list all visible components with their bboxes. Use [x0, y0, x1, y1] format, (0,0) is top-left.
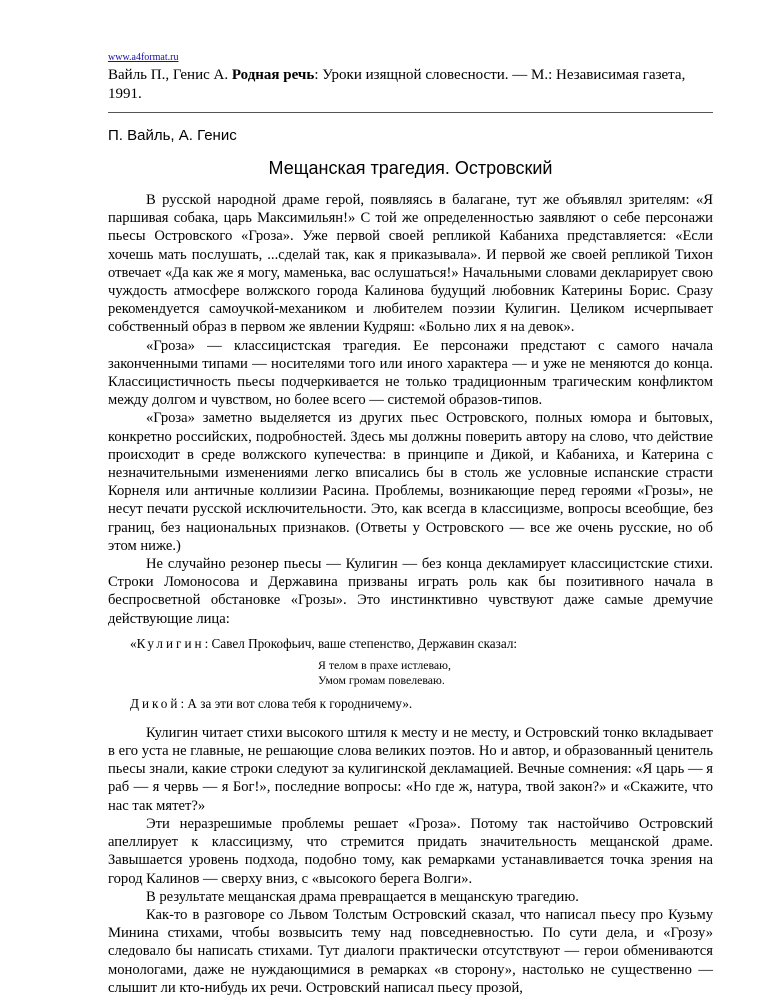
citation	[108, 66, 713, 104]
paragraph: В русской народной драме герой, появляясь в балагане, тут же объявлял зрителям: «Я паршивая собака, царь Максимильян!» С той же определенностью заявляют о себе персонажи пьесы Островского «Гроза». Уже первой своей репликой Кабаниха представляется: «Если хочешь мать послушать, ...сделай так, как я приказывала». И первой же своей репликой Тихон отвечает «Да как же я могу, маменька, вас ослушаться!» Начальными словами декларирует свою чуждость атмосфере волжского города Калинова будущий любовник Катерины Борис. Сразу рекомендуется самоучкой-механиком и любителем поэзии Кулигин. Целиком исчерпывает собственный образ в первом же явлении Кудряш: «Больно лих я на девок».	[108, 192, 713, 336]
paragraph: «Гроза» — классицистская трагедия. Ее персонажи предстают с самого начала законченными типами — носителями того или иного характера — и уже не меняются до конца. Классицистичность пьесы подчеркивается не только традиционным трагическим конфликтом между долгом и чувством, но более всего — системой образов-типов.	[108, 337, 713, 409]
speaker-dikoy: Дикой	[130, 695, 181, 711]
dialogue-text-2: : А за эти вот слова тебя к городничему».	[180, 695, 413, 711]
byline: П. Вайль, А. Генис	[108, 127, 237, 144]
paragraph: В результате мещанская драма превращается в мещанскую трагедию.	[146, 888, 579, 905]
citation-authors: Вайль П., Генис А.	[108, 67, 232, 83]
citation-rest: : Уроки изящной словесности. — М.: Независимая газета, 1991.	[108, 67, 686, 102]
dialogue-line-dikoy	[130, 696, 713, 712]
paragraph: Эти неразрешимые проблемы решает «Гроза». Потому так настойчиво Островский апеллирует к классицизму, что стремится придать значительность мещанской драме. Завышается уровень подхода, подобно тому, как ремарками устанавливается точка зрения на город Калинов — сверху вниз, с «высокого берега Волги».	[108, 815, 713, 887]
speaker-kuligin: Кулигин	[136, 635, 205, 651]
paragraph: «Гроза» заметно выделяется из других пьес Островского, полных юмора и бытовых, конкретно российских, подробностей. Здесь мы должны поверить автору на слово, что действие происходит в среде волжского купечества: в принципе и Дикой, и Кабаниха, и Катерина с незначительными изменениями легко вписались бы в столь же условные испанские страсти Корнеля или античные коллизии Расина. Проблемы, возникающие перед героями «Грозы», не несут печати русской исключительности. Это, как всегда в классицизме, вопросы всеобщие, без границ, без национальных признаков. (Ответы у Островского — все же очень русские, но об этом ниже.)	[108, 410, 713, 554]
paragraph: Как-то в разговоре со Львом Толстым Островский сказал, что написал пьесу про Кузьму Минина стихами, чтобы возвысить тему над повседневностью. По сути дела, и «Грозу» следовало бы написать стихами. Тут диалоги практически отсутствуют — герои обмениваются монологами, даже не нуждающимися в ремарках «в сторону», настолько не существенно — слышит ли кто-нибудь их речи. Островский написал пьесу прозой,	[108, 906, 713, 996]
paragraph: Кулигин читает стихи высокого штиля к месту и не месту, и Островский тонко вкладывает в его уста не главные, не решающие слова великих поэтов. Но и автор, и образованный ценитель пьесы знали, какие строки следуют за кулигинской декламацией. Вечные сомнения: «Я царь — я раб — я червь — я Бог!», последние вопросы: «Но где ж, натура, твой закон?» и «Скажите, что нас так мятет?»	[108, 724, 713, 814]
document-page	[108, 52, 713, 997]
verse-line: Я телом в прахе истлеваю,	[318, 657, 451, 672]
divider	[108, 112, 713, 113]
citation-title: Родная речь	[231, 67, 315, 83]
source-link[interactable]: www.a4format.ru	[108, 52, 179, 63]
chapter-title: Мещанская трагедия. Островский	[268, 158, 553, 178]
paragraph: Не случайно резонер пьесы — Кулигин — без конца декламирует классицистские стихи. Строки Ломоносова и Державина призваны играть роль как бы позитивного начала в беспросветной обстановке «Грозы». Это инстинктивно чувствуют даже самые дремучие действующие лица:	[108, 556, 713, 627]
verse-quote	[318, 658, 713, 688]
dialogue-line-kuligin: «Кулигин: Савел Прокофьич, ваше степенство, Державин сказал:	[130, 635, 518, 651]
dialogue-text-1: : Савел Прокофьич, ваше степенство, Державин сказал:	[204, 635, 518, 651]
verse-line: Умом громам повелеваю.	[318, 672, 445, 687]
